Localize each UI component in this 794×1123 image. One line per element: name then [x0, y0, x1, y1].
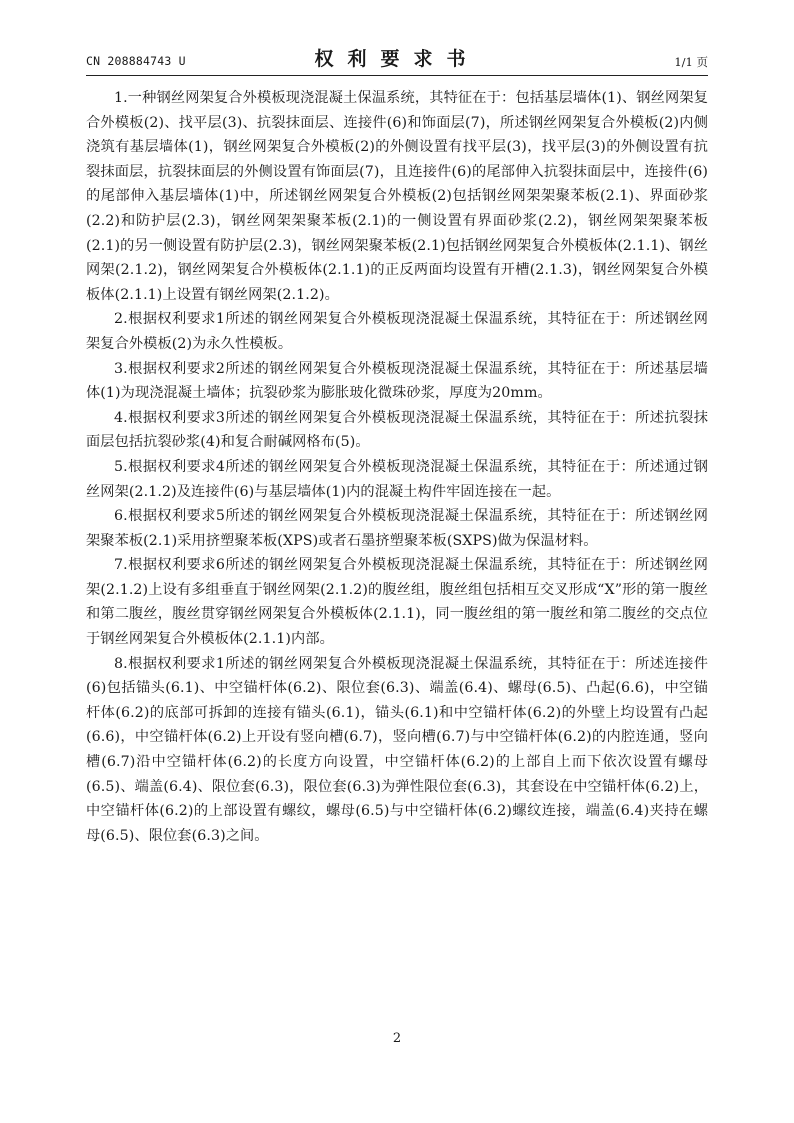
publication-number: CN 208884743 U — [86, 54, 186, 68]
claim-6: 6.根据权利要求5所述的钢丝网架复合外模板现浇混凝土保温系统，其特征在于：所述钢丝网架聚苯板(2.1)采用挤塑聚苯板(XPS)或者石墨挤塑聚苯板(SXPS)做为保温材料。 — [86, 508, 708, 549]
claim-2: 2.根据权利要求1所述的钢丝网架复合外模板现浇混凝土保温系统，其特征在于：所述钢丝网架复合外模板(2)为永久性模板。 — [86, 311, 708, 352]
claim-1: 1.一种钢丝网架复合外模板现浇混凝土保温系统，其特征在于：包括基层墙体(1)、钢丝网架复合外模板(2)、找平层(3)、抗裂抹面层、连接件(6)和饰面层(7)，所述钢丝网架复合外模板(2)内侧浇筑有基层墙体(1)，钢丝网架复合外模板(2)的外侧设置有找平层(3)，找平层(3)的外侧设置有抗裂抹面层，抗裂抹面层的外侧设置有饰面层(7)，且连接件(6)的尾部伸入抗裂抹面层中，连接件(6)的尾部伸入基层墙体(1)中，所述钢丝网架复合外模板(2)包括钢丝网架架聚苯板(2.1)、界面砂浆(2.2)和防护层(2.3)，钢丝网架架聚苯板(2.1)的一侧设置有界面砂浆(2.2)，钢丝网架架聚苯板(2.1)的另一侧设置有防护层(2.3)，钢丝网架聚苯板(2.1)包括钢丝网架复合外模板体(2.1.1)、钢丝网架(2.1.2)，钢丝网架复合外模板体(2.1.1)的正反两面均设置有开槽(2.1.3)，钢丝网架复合外模板体(2.1.1)上设置有钢丝网架(2.1.2)。 — [86, 90, 708, 303]
claims-body — [86, 86, 708, 848]
page-count: 1/1 页 — [674, 55, 708, 69]
claim-8: 8.根据权利要求1所述的钢丝网架复合外模板现浇混凝土保温系统，其特征在于：所述连接件(6)包括锚头(6.1)、中空锚杆体(6.2)、限位套(6.3)、端盖(6.4)、螺母(6.5)、凸起(6.6)，中空锚杆体(6.2)的底部可拆卸的连接有锚头(6.1)，锚头(6.1)和中空锚杆体(6.2)的外壁上均设置有凸起(6.6)，中空锚杆体(6.2)上开设有竖向槽(6.7)，竖向槽(6.7)与中空锚杆体(6.2)的内腔连通，竖向槽(6.7)沿中空锚杆体(6.2)的长度方向设置，中空锚杆体(6.2)的上部自上而下依次设置有螺母(6.5)、端盖(6.4)、限位套(6.3)，限位套(6.3)为弹性限位套(6.3)，其套设在中空锚杆体(6.2)上，中空锚杆体(6.2)的上部设置有螺纹，螺母(6.5)与中空锚杆体(6.2)螺纹连接，端盖(6.4)夹持在螺母(6.5)、限位套(6.3)之间。 — [86, 655, 708, 844]
header-rule — [86, 75, 708, 76]
page-number: 2 — [392, 1031, 402, 1046]
claim-7: 7.根据权利要求6所述的钢丝网架复合外模板现浇混凝土保温系统，其特征在于：所述钢丝网架(2.1.2)上设有多组垂直于钢丝网架(2.1.2)的腹丝组，腹丝组包括相互交叉形成“X”形的第一腹丝和第二腹丝，腹丝贯穿钢丝网架复合外模板体(2.1.1)，同一腹丝组的第一腹丝和第二腹丝的交点位于钢丝网架复合外模板体(2.1.1)内部。 — [86, 557, 708, 648]
document-title: 权利要求书 — [314, 48, 480, 70]
claim-4: 4.根据权利要求3所述的钢丝网架复合外模板现浇混凝土保温系统，其特征在于：所述抗裂抹面层包括抗裂砂浆(4)和复合耐碱网格布(5)。 — [86, 409, 708, 451]
claim-3: 3.根据权利要求2所述的钢丝网架复合外模板现浇混凝土保温系统，其特征在于：所述基层墙体(1)为现浇混凝土墙体；抗裂砂浆为膨胀玻化微珠砂浆，厚度为20mm。 — [86, 360, 708, 402]
page-header — [86, 42, 708, 74]
claim-5: 5.根据权利要求4所述的钢丝网架复合外模板现浇混凝土保温系统，其特征在于：所述通过钢丝网架(2.1.2)及连接件(6)与基层墙体(1)内的混凝土构件牢固连接在一起。 — [86, 458, 708, 500]
